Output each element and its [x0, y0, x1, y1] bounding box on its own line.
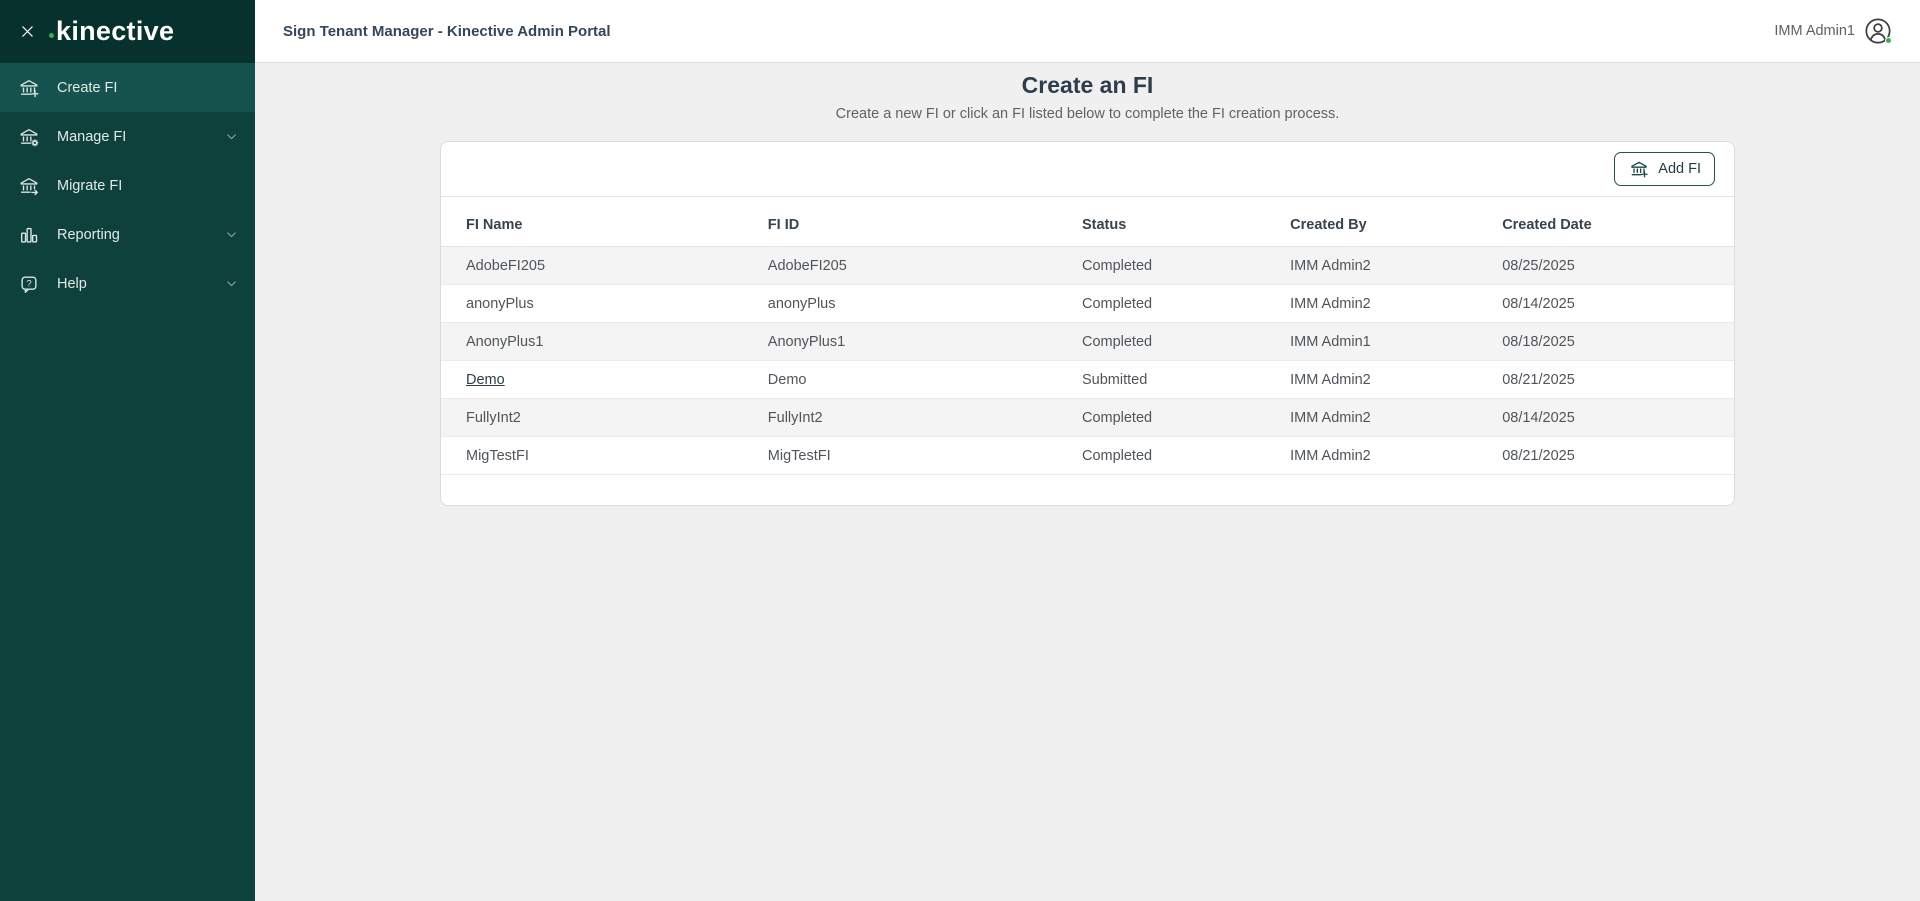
bar-chart-icon: [18, 224, 40, 246]
status-cell: Completed: [1072, 399, 1280, 437]
created-date-cell: 08/14/2025: [1492, 285, 1734, 323]
col-fi-id: FI ID: [758, 197, 1072, 247]
status-cell: Completed: [1072, 285, 1280, 323]
sidebar-item-manage-fi[interactable]: [0, 112, 255, 161]
page-title: Create an FI: [1021, 72, 1154, 98]
created-date-cell: 08/18/2025: [1492, 323, 1734, 361]
col-fi-name: FI Name: [441, 197, 758, 247]
sidebar-item-help[interactable]: [0, 259, 255, 308]
sidebar-item-label: Create FI: [57, 79, 118, 96]
fi-table-body: [441, 247, 1734, 475]
fi-id-cell: AnonyPlus1: [758, 323, 1072, 361]
fi-name-cell: MigTestFI: [441, 437, 758, 475]
sidebar-item-reporting[interactable]: [0, 210, 255, 259]
created-date-cell: 08/21/2025: [1492, 437, 1734, 475]
table-row[interactable]: [441, 285, 1734, 323]
created-date-cell: 08/21/2025: [1492, 361, 1734, 399]
online-status-dot: [1885, 37, 1892, 44]
bank-gear-icon: [18, 126, 40, 148]
sidebar-item-label: Manage FI: [57, 128, 127, 145]
status-cell: Completed: [1072, 247, 1280, 285]
content-column: [255, 0, 1920, 901]
fi-table: [441, 197, 1734, 475]
fi-name-cell: AdobeFI205: [441, 247, 758, 285]
chevron-down-icon: [225, 130, 238, 143]
sidebar-item-label: Reporting: [57, 226, 120, 243]
fi-name-cell: FullyInt2: [441, 399, 758, 437]
created-by-cell: IMM Admin2: [1280, 285, 1492, 323]
created-by-cell: IMM Admin2: [1280, 399, 1492, 437]
topbar: [255, 0, 1920, 63]
bank-arrow-icon: [18, 175, 40, 197]
add-fi-button-label: Add FI: [1658, 161, 1701, 177]
app-title: Sign Tenant Manager - Kinective Admin Portal: [283, 22, 611, 40]
table-row[interactable]: [441, 437, 1734, 475]
bank-plus-icon: [1628, 158, 1650, 180]
sidebar-item-label: Help: [57, 275, 87, 292]
fi-name-cell: [441, 361, 758, 399]
user-avatar-icon[interactable]: [1864, 17, 1892, 45]
svg-text:?: ?: [26, 277, 32, 289]
card-toolbar: [441, 142, 1734, 197]
bank-plus-icon: [18, 77, 40, 99]
sidebar-nav: [0, 63, 255, 901]
status-cell: Completed: [1072, 437, 1280, 475]
table-row[interactable]: [441, 361, 1734, 399]
main-content: [255, 63, 1920, 901]
col-created-date: Created Date: [1492, 197, 1734, 247]
add-fi-button[interactable]: [1614, 152, 1715, 186]
fi-name-cell: AnonyPlus1: [441, 323, 758, 361]
fi-id-cell: anonyPlus: [758, 285, 1072, 323]
help-bubble-icon: [18, 273, 40, 295]
fi-id-cell: Demo: [758, 361, 1072, 399]
fi-name-link[interactable]: Demo: [466, 371, 505, 388]
fi-name-cell: anonyPlus: [441, 285, 758, 323]
created-by-cell: IMM Admin1: [1280, 323, 1492, 361]
sidebar-item-migrate-fi[interactable]: [0, 161, 255, 210]
close-sidebar-icon[interactable]: [18, 23, 36, 41]
page-subtitle: Create a new FI or click an FI listed below to complete the FI creation process.: [835, 106, 1340, 122]
fi-id-cell: FullyInt2: [758, 399, 1072, 437]
status-cell: Completed: [1072, 323, 1280, 361]
created-by-cell: IMM Admin2: [1280, 247, 1492, 285]
created-date-cell: 08/14/2025: [1492, 399, 1734, 437]
created-by-cell: IMM Admin2: [1280, 361, 1492, 399]
table-row[interactable]: [441, 247, 1734, 285]
kinective-logo: kinective: [51, 18, 174, 45]
sidebar-item-create-fi[interactable]: [0, 63, 255, 112]
status-cell: Submitted: [1072, 361, 1280, 399]
sidebar-item-label: Migrate FI: [57, 177, 123, 194]
user-name: IMM Admin1: [1774, 23, 1855, 39]
sidebar-logo-block: [0, 0, 255, 63]
created-date-cell: 08/25/2025: [1492, 247, 1734, 285]
fi-list-card: [440, 141, 1735, 506]
created-by-cell: IMM Admin2: [1280, 437, 1492, 475]
chevron-down-icon: [225, 277, 238, 290]
user-menu[interactable]: [1774, 17, 1892, 45]
col-created-by: Created By: [1280, 197, 1492, 247]
fi-id-cell: MigTestFI: [758, 437, 1072, 475]
table-row[interactable]: [441, 323, 1734, 361]
fi-id-cell: AdobeFI205: [758, 247, 1072, 285]
chevron-down-icon: [225, 228, 238, 241]
sidebar: [0, 0, 255, 901]
col-status: Status: [1072, 197, 1280, 247]
table-header-row: [441, 197, 1734, 247]
table-row[interactable]: [441, 399, 1734, 437]
